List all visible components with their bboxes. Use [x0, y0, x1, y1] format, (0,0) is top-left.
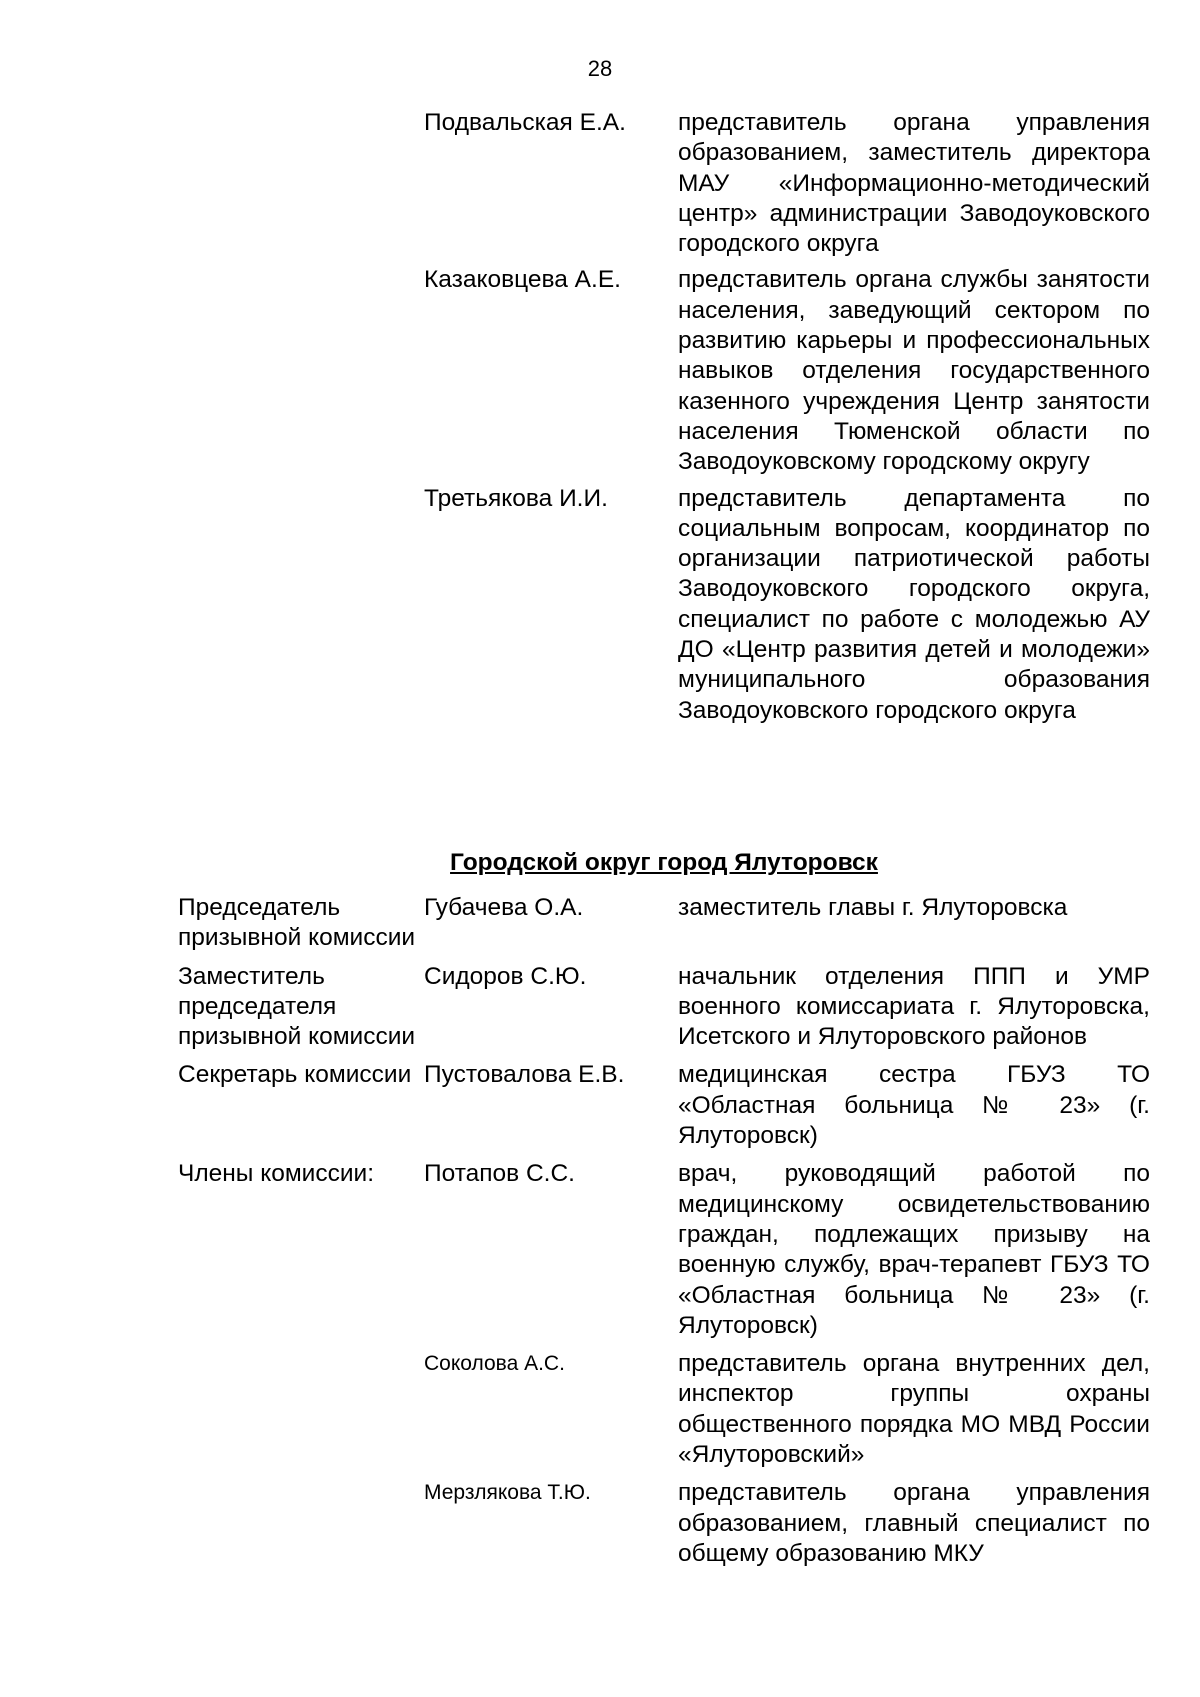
member-description: представитель органа внутренних дел, инспектор группы охраны общественного порядка МО МВД России «Ялуторовский» [678, 1350, 1150, 1469]
commission-table-top [178, 108, 1150, 726]
member-description: представитель органа службы занятости населения, заведующий сектором по развитию карьеры и профессиональных навыков отделения государственного казенного учреждения Центр занятости населения Тюменской области по Заводоуковскому городскому округу [678, 266, 1150, 476]
member-name: Соколова А.С. [424, 1352, 565, 1376]
table-row [178, 893, 1150, 954]
member-name: Третьякова И.И. [424, 484, 608, 512]
member-description: врач, руководящий работой по медицинскому освидетельствованию граждан, подлежащих призыву на военную службу, врач-терапевт ГБУЗ ТО «Областная больница № 23» (г. Ялуторовск) [678, 1160, 1150, 1339]
table-row [178, 108, 1150, 259]
member-role: Председатель призывной комиссии [178, 894, 416, 952]
member-role: Секретарь комиссии [178, 1061, 412, 1089]
member-description: представитель органа управления образованием, заместитель директора МАУ «Информационно-методический центр» администрации Заводоуковского городского округа [678, 109, 1150, 258]
member-description: заместитель главы г. Ялуторовска [678, 894, 1068, 921]
table-row [178, 1060, 1150, 1151]
member-name: Казаковцева А.Е. [424, 266, 621, 294]
table-row [178, 1349, 1150, 1470]
member-role: Члены комиссии: [178, 1160, 375, 1188]
table-row [178, 1159, 1150, 1341]
commission-table-bottom [178, 893, 1150, 1569]
member-role [178, 1478, 424, 1569]
table-row [178, 1478, 1150, 1569]
table-row [178, 265, 1150, 477]
member-description: представитель департамента по социальным вопросам, координатор по организации патриотической работы Заводоуковского городского округа, специалист по работе с молодежью АУ ДО «Центр развития детей и молодежи» муниципального образования Заводоуковского городского округа [678, 484, 1150, 724]
table-row [178, 962, 1150, 1053]
member-role [178, 484, 424, 726]
member-name: Подвальская Е.А. [424, 109, 626, 136]
member-name: Пустовалова Е.В. [424, 1061, 625, 1089]
member-role [178, 265, 424, 477]
member-name: Мерзлякова Т.Ю. [424, 1481, 591, 1505]
section-title: Городской округ город Ялуторовск [450, 849, 878, 876]
member-role: Заместитель председателя призывной комиссии [178, 962, 416, 1051]
member-name: Потапов С.С. [424, 1160, 575, 1188]
member-description: начальник отделения ППП и УМР военного комиссариата г. Ялуторовска, Исетского и Ялуторовского районов [678, 962, 1150, 1051]
member-description: медицинская сестра ГБУЗ ТО «Областная больница № 23» (г. Ялуторовск) [678, 1061, 1150, 1150]
member-role [178, 1349, 424, 1470]
page-number: 28 [587, 56, 613, 81]
member-name: Сидоров С.Ю. [424, 962, 587, 990]
member-role [178, 108, 424, 259]
member-name: Губачева О.А. [424, 894, 584, 921]
member-description: представитель органа управления образованием, главный специалист по общему образованию МКУ [678, 1479, 1150, 1567]
table-row [178, 484, 1150, 726]
